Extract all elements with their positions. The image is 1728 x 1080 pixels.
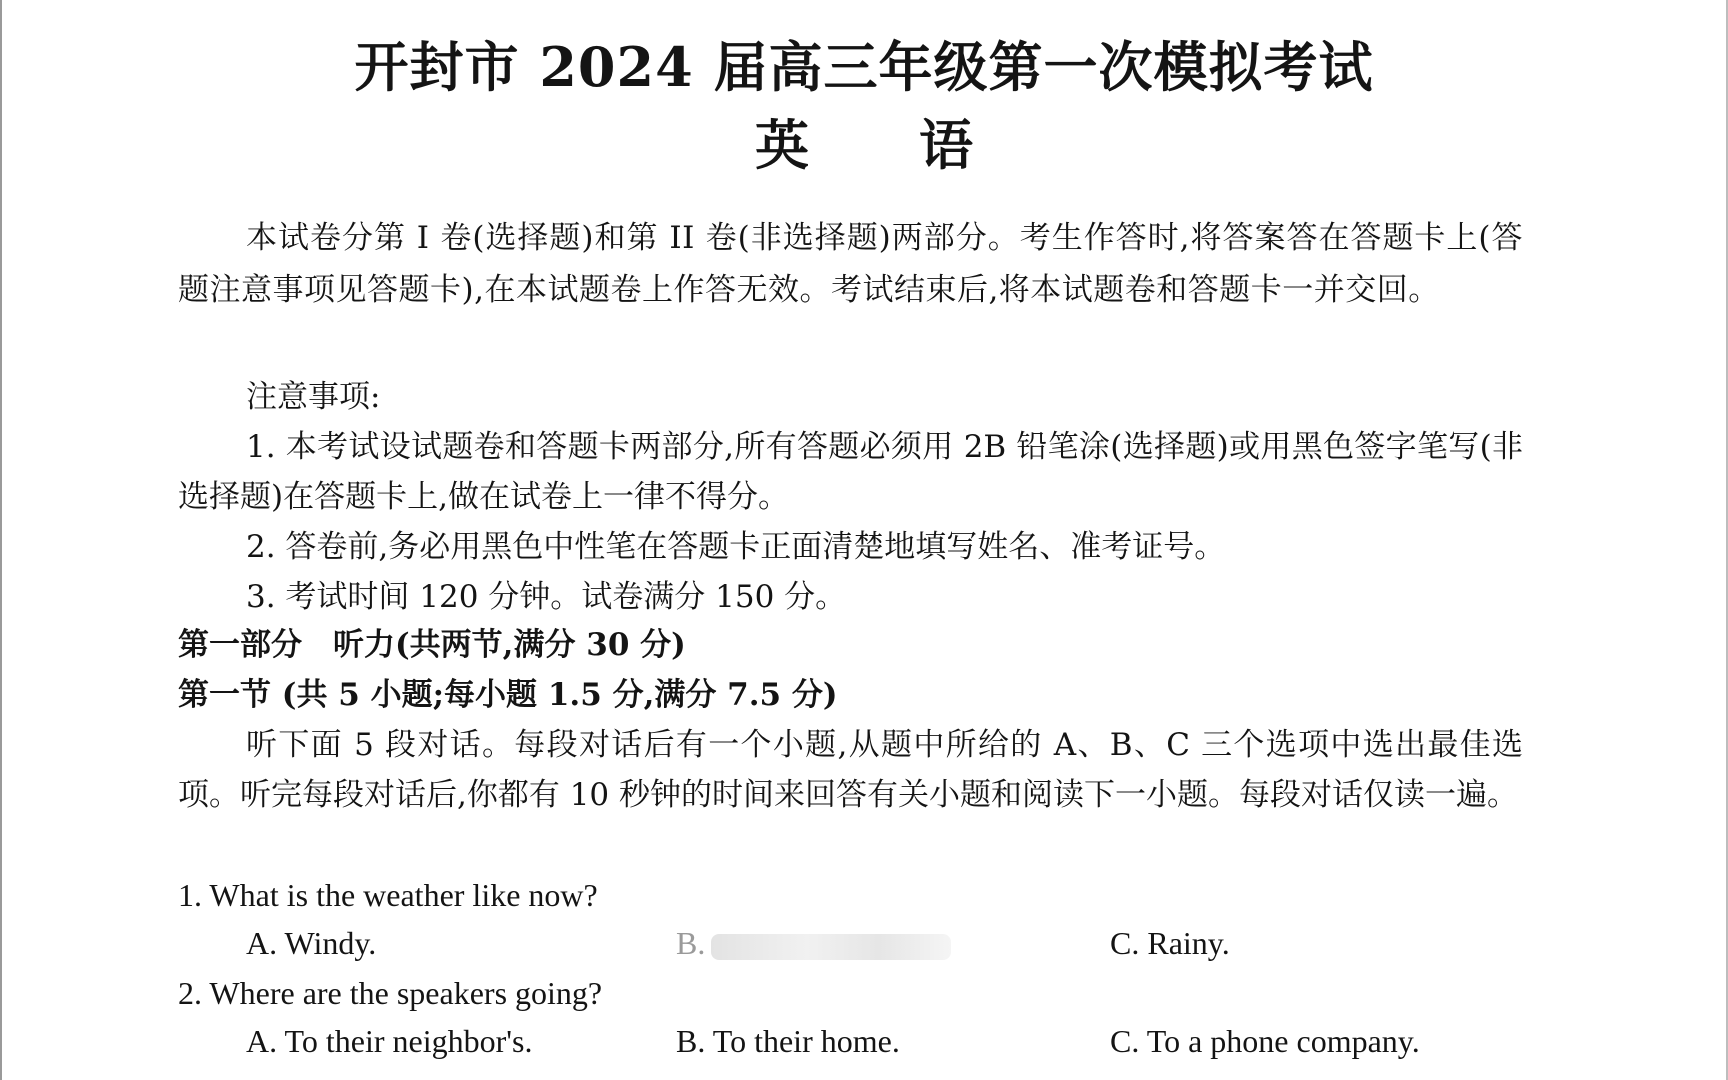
- listening-instructions: 听下面 5 段对话。每段对话后有一个小题,从题中所给的 A、B、C 三个选项中选出最佳选项。听完每段对话后,你都有 10 秒钟的时间来回答有关小题和阅读下一小题。每段对话仅读一遍。: [178, 727, 1523, 813]
- intro-paragraph: 本试卷分第 I 卷(选择题)和第 II 卷(非选择题)两部分。考生作答时,将答案答在答题卡上(答题注意事项见答题卡),在本试题卷上作答无效。考试结束后,将本试题卷和答题卡一并交回。: [178, 220, 1523, 308]
- subject-title: [0, 110, 1728, 180]
- notice-heading: 注意事项:: [246, 379, 381, 415]
- question-1-option-a: A. Windy.: [246, 925, 377, 961]
- smudged-text: [711, 934, 951, 960]
- question-2-option-b: B. To their home.: [676, 1023, 900, 1059]
- question-2-option-c: C. To a phone company.: [1110, 1023, 1420, 1059]
- notice-item-2: 2. 答卷前,务必用黑色中性笔在答题卡正面清楚地填写姓名、准考证号。: [246, 529, 1226, 565]
- subsection-heading: 第一节 (共 5 小题;每小题 1.5 分,满分 7.5 分): [178, 677, 838, 713]
- notice-item-3: 3. 考试时间 120 分钟。试卷满分 150 分。: [246, 579, 847, 615]
- question-2: 2. Where are the speakers going?: [178, 975, 603, 1011]
- question-1-option-c: C. Rainy.: [1110, 925, 1230, 961]
- question-1-option-b: [676, 918, 951, 968]
- question-1: 1. What is the weather like now?: [178, 877, 598, 913]
- subject-char-1: 英: [755, 113, 809, 177]
- question-1-option-b-label: B.: [676, 925, 706, 961]
- part-heading: 第一部分 听力(共两节,满分 30 分): [178, 627, 686, 663]
- subject-char-2: 语: [919, 113, 973, 177]
- notice-item-1: 1. 本考试设试题卷和答题卡两部分,所有答题必须用 2B 铅笔涂(选择题)或用黑色签字笔写(非选择题)在答题卡上,做在试卷上一律不得分。: [178, 429, 1523, 515]
- exam-title: 开封市 2024 届高三年级第一次模拟考试: [354, 35, 1374, 99]
- question-2-option-a: A. To their neighbor's.: [246, 1023, 533, 1059]
